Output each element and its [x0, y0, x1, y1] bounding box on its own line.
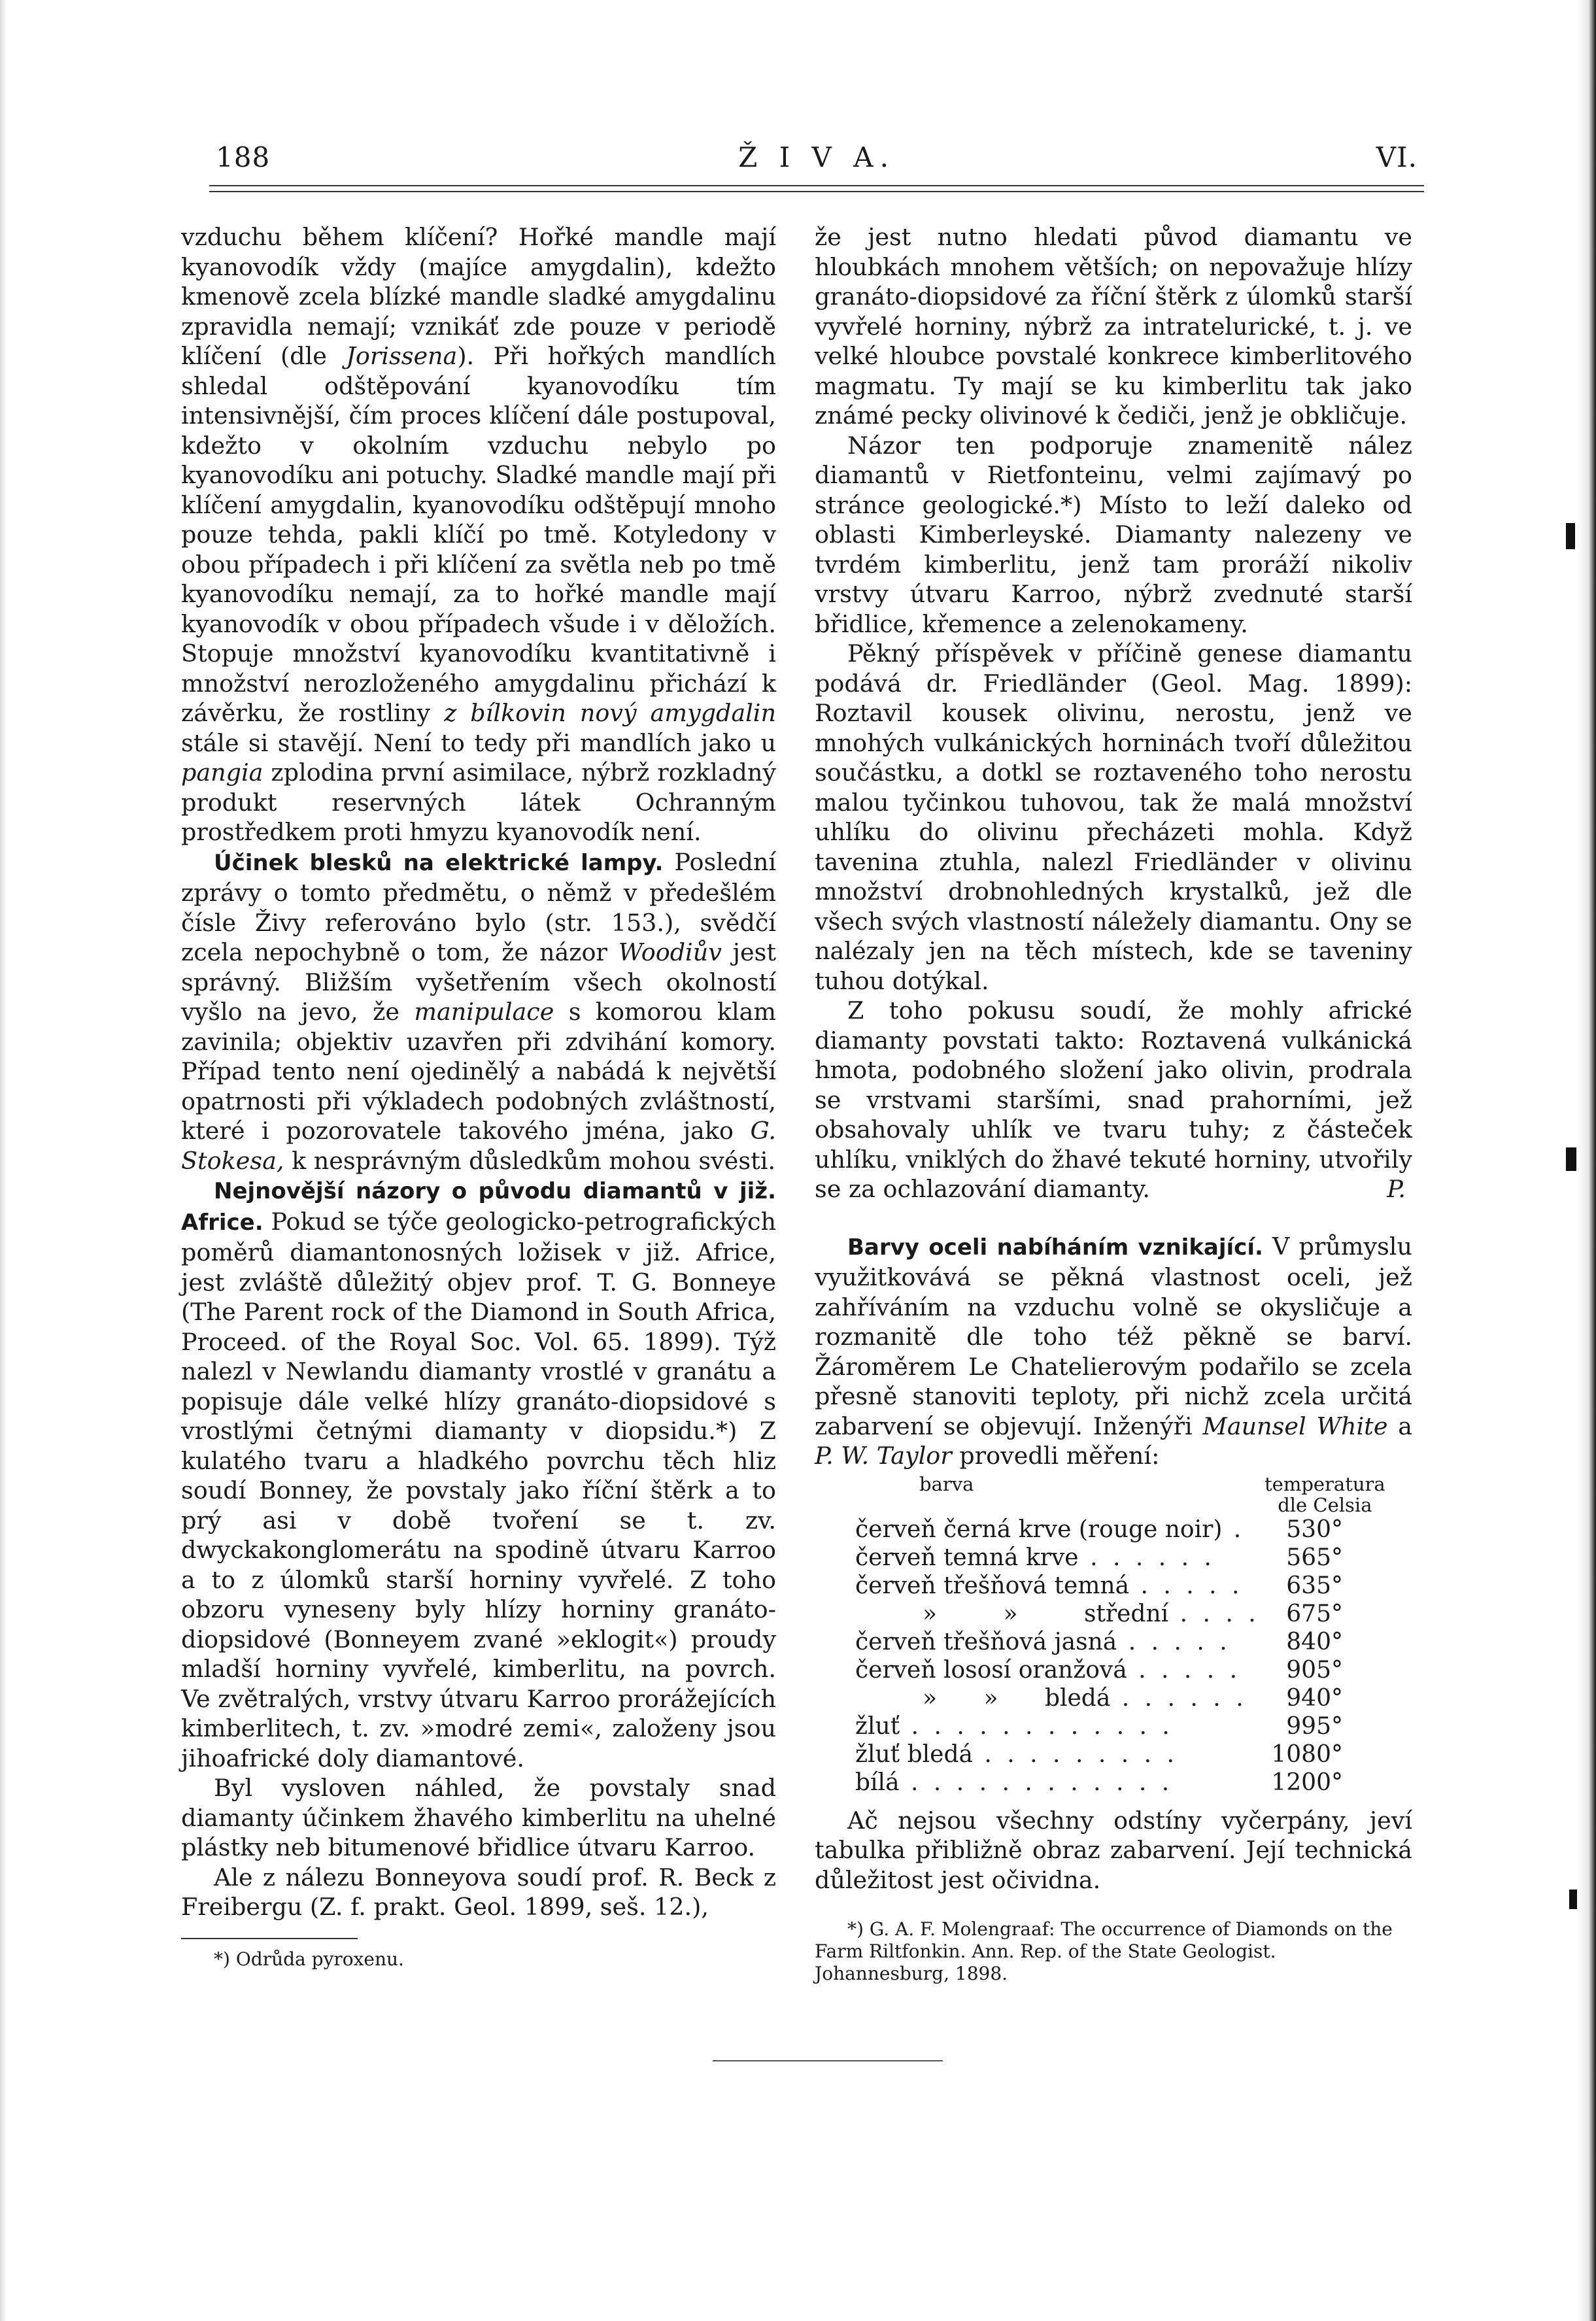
table-row: červeň lososí oranžová . . . . . 905°: [855, 1656, 1343, 1684]
closing-rule: [713, 2060, 943, 2061]
table-row: » » bledá . . . . . . 940°: [923, 1684, 1343, 1712]
section-heading: Účinek blesků na elektrické lampy.: [214, 849, 664, 876]
paragraph: Názor ten podporuje znamenitě nález diamantů v Rietfonteinu, velmi zajímavý po stránce geologické.*) Místo to leží daleko od oblasti Kimberleyské. Diamanty nalezeny ve tvrdém kimberlitu, jenž tam proráží nikoliv vrstvy útvaru Karroo, nýbrž zvednuté starší břidlice, křemence a zelenokameny.: [815, 431, 1412, 638]
scan-edge-left: [0, 0, 7, 2321]
footnote: *) Odrůda pyroxenu.: [214, 1948, 404, 1970]
paragraph: Pěkný příspěvek v příčině genese diamantu podává dr. Friedländer (Geol. Mag. 1899): Roztavil kousek olivinu, nerostu, jenž ve mnohých vulkánických horninách tvoří důležitou součástku, a dotkl se roztaveného toho nerostu malou tyčinkou tuhovou, tak že malá množství uhlíku do olivinu přecházeti mohla. Když tavenina ztuhla, nalezl Friedländer v olivinu množství drobnohledných krystalků, jež dle všech svých vlastností náležely diamantu. Ony se nalézaly jen na těch místech, kde se taveniny tuhou dotýkal.: [815, 639, 1412, 995]
table-row: červeň třešňová temná . . . . . 635°: [855, 1572, 1343, 1599]
table-row: žluť bledá . . . . . . . . . 1080°: [855, 1740, 1343, 1768]
table-row: červeň černá krve (rouge noir) . 530°: [855, 1516, 1343, 1543]
running-header: [216, 141, 1418, 180]
table-header-temperature: temperatura dle Celsia: [1265, 1472, 1385, 1516]
page-number: 188: [216, 141, 271, 173]
left-column: [181, 222, 776, 1971]
paragraph-diamonds: Nejnovější názory o původu diamantů v již. Africe. Pokud se týče geologicko-petrografických poměrů diamantonosných ložisek v již. Africe, jest zvláště důležitý objev prof. T. G. Bonneye (The Parent rock of the Diamond in South Africa, Proceed. of the Royal Soc. Vol. 65. 1899). Týž nalezl v Newlandu diamanty vrostlé v granátu a popisuje dále velké hlízy granáto-diopsidové s vrostlými četnými diamanty v diopsidu.*) Z kulatého tvaru a hladkého povrchu těch hliz soudí Bonney, že povstaly jako říční štěrk a to prý asi v době tvoření se t. zv. dwyckakonglomerátu na spodině útvaru Karroo a to z úlomků starší horniny vyvřelé. Z toho obzoru vyneseny byly hlízy horniny granáto-diopsidové (Bonneyem zvané »eklogit«) proudy mladší horniny vyvřelé, kimberlitu, na povrch. Ve zvětralých, vrstvy útvaru Karroo prorážejících kimberlitech, t. zv. »modré zemi«, založeny jsou jihoafrické doly diamantové.: [181, 1178, 776, 1772]
journal-title: Ž I V A.: [738, 141, 895, 173]
paragraph: že jest nutno hledati původ diamantu ve hloubkách mnohem větších; on nepovažuje hlízy granáto-diopsidové za říční štěrk z úlomků starší vyvřelé horniny, nýbrž za intratelurické, t. j. ve velké hloubce povstalé konkrece kimberlitového magmatu. Ty mají se ku kimberlitu tak jako známé pecky olivinové k čediči, jenž je obkličuje.: [815, 223, 1412, 430]
volume-number: VI.: [1376, 141, 1418, 173]
paragraph: Z toho pokusu soudí, že mohly africké diamanty povstati takto: Roztavená vulkánická hmota, podobného složení jako olivin, prodrala se vrstvami staršími, snad prahorními, jež obsahovaly uhlík ve tvaru tuhy; z částeček uhlíku, vniklých do žhavé tekuté horniny, utvořily se za ochlazování diamanty. P.: [815, 996, 1412, 1203]
temperature-table: [815, 1474, 1390, 1797]
section-heading: Barvy oceli nabíháním vznikající.: [847, 1234, 1263, 1261]
table-row: bílá . . . . . . . . . . . . 1200°: [855, 1769, 1343, 1796]
paragraph: vzduchu během klíčení? Hořké mandle mají kyanovodík vždy (majíce amygdalin), kdežto kmenově zcela blízké mandle sladké amygdalinu zpravidla nemají; vznikáť zde pouze v periodě klíčení (dle Jorissena). Při hořkých mandlích shledal odštěpování kyanovodíku tím intensivnější, čím proces klíčení dále postupoval, kdežto v okolním vzduchu nebylo po kyanovodíku ani potuchy. Sladké mandle mají při klíčení amygdalin, kyanovodíku odštěpují mnoho pouze tehda, pakli klíčí po tmě. Kotyledony v obou případech i při klíčení za světla neb po tmě kyanovodíku nemají, za to hořké mandle mají kyanovodík v obou případech všude i v děložích. Stopuje množství kyanovodíku kvantitativně i množství nerozloženého amygdalinu přichází k závěrku, že rostliny z bílkovin nový amygdalin stále si stavějí. Není to tedy při mandlích jako u pangia zplodina první asimilace, nýbrž rozkladný produkt reservných látek Ochranným prostředkem proti hmyzu kyanovodík není.: [181, 223, 776, 846]
scan-mark: [1569, 1889, 1577, 1909]
table-row: » » střední . . . . 675°: [923, 1600, 1343, 1627]
footnote-rule: [181, 1938, 358, 1939]
right-column: [815, 222, 1412, 1985]
table-row: červeň třešňová jasná . . . . . 840°: [855, 1628, 1343, 1655]
section-heading: Nejnovější názory o původu diamantů v již. Africe.: [181, 1178, 776, 1236]
author-signature: P.: [1387, 1175, 1406, 1203]
scan-mark: [1566, 1147, 1576, 1171]
paragraph: Byl vysloven náhled, že povstaly snad diamanty účinkem žhavého kimberlitu na uhelné plástky neb bitumenové břidlice útvaru Karroo.: [181, 1774, 776, 1861]
table-row: červeň temná krve . . . . . . 565°: [855, 1544, 1343, 1571]
table-header-color: barva: [919, 1472, 974, 1495]
scan-edge-right: [1578, 0, 1596, 2321]
scan-mark: [1566, 523, 1575, 549]
table-row: žluť . . . . . . . . . . . . 995°: [855, 1712, 1343, 1740]
header-double-rule: [209, 185, 1424, 192]
paragraph-lightning: Účinek blesků na elektrické lampy. Poslední zprávy o tomto předmětu, o němž v předešlém čísle Živy referováno bylo (str. 153.), svědčí zcela nepochybně o tom, že názor Woodiův jest správný. Bližším vyšetřením všech okolností vyšlo na jevo, že manipulace s komorou klam zavinila; objektiv uzavřen při zdvihání komory. Případ tento není ojedinělý a nabádá k největší opatrnosti při výkladech podobných zvláštností, které i pozorovatele takového jména, jako G. Stokesa, k nesprávným důsledkům mohou svésti.: [181, 847, 776, 1175]
paragraph: Ale z nálezu Bonneyova soudí prof. R. Beck z Freibergu (Z. f. prakt. Geol. 1899, seš. 12.),: [181, 1863, 776, 1921]
paragraph: Ač nejsou všechny odstíny vyčerpány, jeví tabulka přibližně obraz zabarvení. Její technická důležitost jest očividna.: [815, 1806, 1412, 1894]
paragraph-steel-colors: Barvy oceli nabíháním vznikající. V průmyslu využitkovává se pěkná vlastnost oceli, jež zahříváním na vzduchu volně se okysličuje a rozmanitě dle toho též pěkně se barví. Žároměrem Le Chatelierovým podařilo se zcela přesně stanoviti teploty, při nichž zcela určitá zabarvení se objevují. Inženýři Maunsel White a P. W. Taylor provedli měření:: [815, 1232, 1412, 1470]
footnote: *) G. A. F. Molengraaf: The occurrence of Diamonds on the Farm Riltfonkin. Ann. Rep. of the State Geologist. Johannesburg, 1898.: [815, 1918, 1393, 1984]
